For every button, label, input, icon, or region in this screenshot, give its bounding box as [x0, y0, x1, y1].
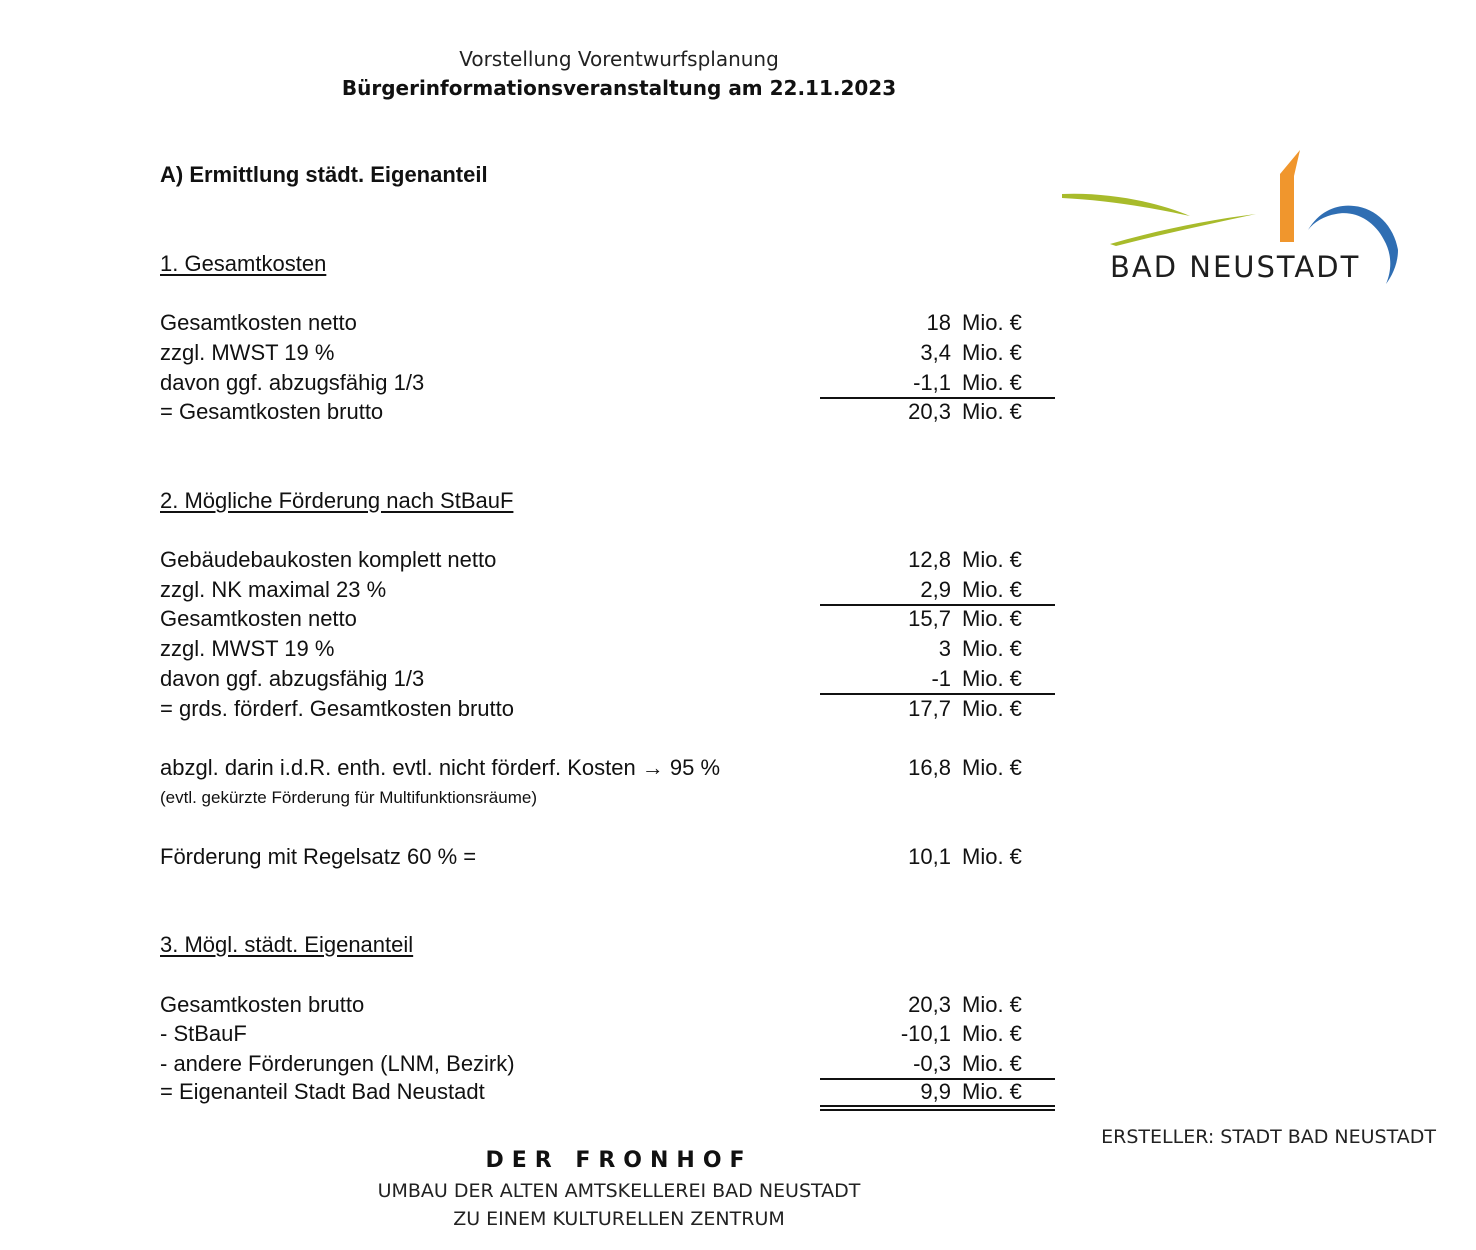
- project-name: DER FRONHOF: [485, 1148, 753, 1173]
- row-unit: Mio. €: [962, 636, 1022, 661]
- row-label: Gebäudebaukosten komplett netto: [160, 547, 497, 572]
- row-value: 10,1: [908, 844, 951, 869]
- row-unit: Mio. €: [962, 340, 1022, 365]
- total-row: [160, 399, 1030, 429]
- row-label: = grds. förderf. Gesamtkosten brutto: [160, 696, 514, 721]
- row-label: zzgl. MWST 19 %: [160, 340, 335, 365]
- row-unit: Mio. €: [962, 547, 1022, 572]
- row-value: 12,8: [908, 547, 951, 572]
- cost-row: [160, 992, 1030, 1022]
- row-label: davon ggf. abzugsfähig 1/3: [160, 370, 425, 395]
- bad-neustadt-logo: [1058, 146, 1408, 296]
- row-value: 2,9: [920, 577, 951, 602]
- project-description-line2: ZU EINEM KULTURELLEN ZENTRUM: [453, 1208, 785, 1230]
- row-label: - StBauF: [160, 1021, 247, 1046]
- cost-row: [160, 370, 1030, 400]
- cost-row: [160, 547, 1030, 577]
- row-unit: Mio. €: [962, 666, 1022, 691]
- row-label: Gesamtkosten brutto: [160, 992, 365, 1017]
- row-label: = Eigenanteil Stadt Bad Neustadt: [160, 1079, 485, 1104]
- row-value: 3: [938, 636, 951, 661]
- row-value: 20,3: [908, 992, 951, 1017]
- row-value: 3,4: [920, 340, 951, 365]
- row-unit: Mio. €: [962, 696, 1022, 721]
- row-unit: Mio. €: [962, 399, 1022, 424]
- row-label: = Gesamtkosten brutto: [160, 399, 384, 424]
- row-unit: Mio. €: [962, 844, 1022, 869]
- row-label: davon ggf. abzugsfähig 1/3: [160, 666, 425, 691]
- row-label: Förderung mit Regelsatz 60 % =: [160, 844, 477, 869]
- cost-row: [160, 636, 1030, 666]
- row-unit: Mio. €: [962, 310, 1022, 335]
- row-value: 17,7: [908, 696, 951, 721]
- section-1-heading: 1. Gesamtkosten: [160, 251, 327, 276]
- cost-row: [160, 577, 1030, 607]
- row-value: 18: [926, 310, 951, 335]
- row-value: 16,8: [908, 755, 951, 780]
- funding-note: (evtl. gekürzte Förderung für Multifunktionsräume): [160, 788, 537, 807]
- row-value: 15,7: [908, 606, 951, 631]
- cost-row: [160, 340, 1030, 370]
- presentation-subtitle: Vorstellung Vorentwurfsplanung: [459, 47, 779, 71]
- cost-row: [160, 1021, 1030, 1051]
- row-unit: Mio. €: [962, 1079, 1022, 1104]
- cost-row: [160, 1051, 1030, 1081]
- double-sum-rule: [820, 1105, 1055, 1111]
- project-description-line1: UMBAU DER ALTEN AMTSKELLEREI BAD NEUSTADT: [377, 1180, 861, 1202]
- row-label: Gesamtkosten netto: [160, 606, 357, 631]
- row-value: -10,1: [900, 1021, 951, 1046]
- row-value: -1,1: [913, 370, 951, 395]
- author-credit: ERSTELLER: STADT BAD NEUSTADT: [1101, 1126, 1436, 1148]
- row-label: Gesamtkosten netto: [160, 310, 357, 335]
- row-value: -1: [931, 666, 951, 691]
- subtotal-row: [160, 606, 1030, 636]
- section-a-title: A) Ermittlung städt. Eigenanteil: [160, 162, 488, 187]
- logo-wordmark: BAD NEUSTADT: [1110, 250, 1361, 284]
- row-value: 9,9: [920, 1079, 951, 1104]
- row-label: zzgl. MWST 19 %: [160, 636, 335, 661]
- cost-row: [160, 310, 1030, 340]
- row-unit: Mio. €: [962, 370, 1022, 395]
- row-unit: Mio. €: [962, 1021, 1022, 1046]
- row-unit: Mio. €: [962, 1051, 1022, 1076]
- section-3-heading: 3. Mögl. städt. Eigenanteil: [160, 932, 414, 957]
- row-label: - andere Förderungen (LNM, Bezirk): [160, 1051, 515, 1076]
- row-unit: Mio. €: [962, 606, 1022, 631]
- row-label: zzgl. NK maximal 23 %: [160, 577, 387, 602]
- event-title: Bürgerinformationsveranstaltung am 22.11.2023: [341, 76, 897, 100]
- total-row: [160, 696, 1030, 726]
- sum-rule: [820, 693, 1055, 695]
- section-2-heading: 2. Mögliche Förderung nach StBauF: [160, 488, 514, 513]
- row-value: -0,3: [913, 1051, 951, 1076]
- row-unit: Mio. €: [962, 577, 1022, 602]
- row-label: abzgl. darin i.d.R. enth. evtl. nicht förderf. Kosten → 95 %: [160, 755, 721, 780]
- cost-row: [160, 666, 1030, 696]
- row-value: 20,3: [908, 399, 951, 424]
- row-unit: Mio. €: [962, 755, 1022, 780]
- deduction-row: [160, 755, 1030, 785]
- funding-row: [160, 844, 1030, 874]
- row-unit: Mio. €: [962, 992, 1022, 1017]
